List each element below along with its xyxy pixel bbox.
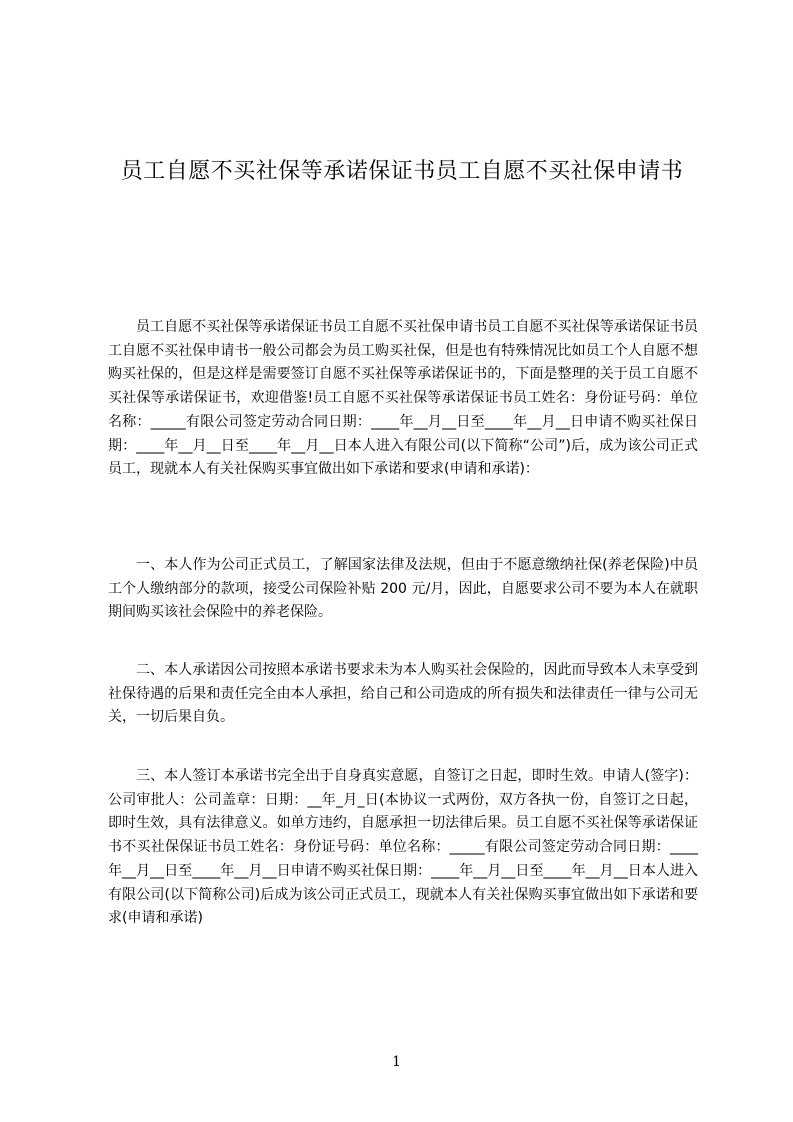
page-number: 1	[392, 1054, 401, 1070]
clause-1-paragraph: 一、本人作为公司正式员工，了解国家法律及法规，但由于不愿意缴纳社保(养老保险)中员工个人缴纳部分的款项，接受公司保险补贴 200 元/月，因此，自愿要求公司不要为本人在就职期间购买该社会保险中的养老保险。	[108, 557, 698, 621]
clause-2-paragraph: 二、本人承诺因公司按照本承诺书要求未为本人购买社会保险的，因此而导致本人未享受到社保待遇的后果和责任完全由本人承担，给自己和公司造成的所有损失和法律责任一律与公司无关，一切后果自负。	[108, 662, 698, 726]
clause-3-paragraph: 三、本人签订本承诺书完全出于自身真实意愿，自签订之日起，即时生效。申请人(签字)：公司审批人：公司盖章：日期：__年_月_日(本协议一式两份，双方各执一份，自签订之日起，即时生效，具有法律意义。如单方违约，自愿承担一切法律后果。员工自愿不买社保等承诺保证书不买社保保证书员工姓名：身份证号码：单位名称：_____有限公司签定劳动合同日期：____年__月__日至____年__月__日申请不购买社保日期：____年__月__日至____年__月__日本人进入有限公司(以下简称公司)后成为该公司正式员工，现就本人有关社保购买事宜做出如下承诺和要求(申请和承诺)	[108, 768, 698, 927]
intro-paragraph: 员工自愿不买社保等承诺保证书员工自愿不买社保申请书员工自愿不买社保等承诺保证书员工自愿不买社保申请书一般公司都会为员工购买社保，但是也有特殊情况比如员工个人自愿不想购买社保的，但是这样是需要签订自愿不买社保等承诺保证书的，下面是整理的关于员工自愿不买社保等承诺保证书，欢迎借鉴!员工自愿不买社保等承诺保证书员工姓名：身份证号码：单位名称：_____有限公司签定劳动合同日期：____年__月__日至____年__月__日申请不购买社保日期：____年__月__日至____年__月__日本人进入有限公司(以下简称“公司”)后，成为该公司正式员工，现就本人有关社保购买事宜做出如下承诺和要求(申请和承诺)：	[108, 319, 698, 478]
page-title: 员工自愿不买社保等承诺保证书员工自愿不买社保申请书	[120, 158, 684, 184]
